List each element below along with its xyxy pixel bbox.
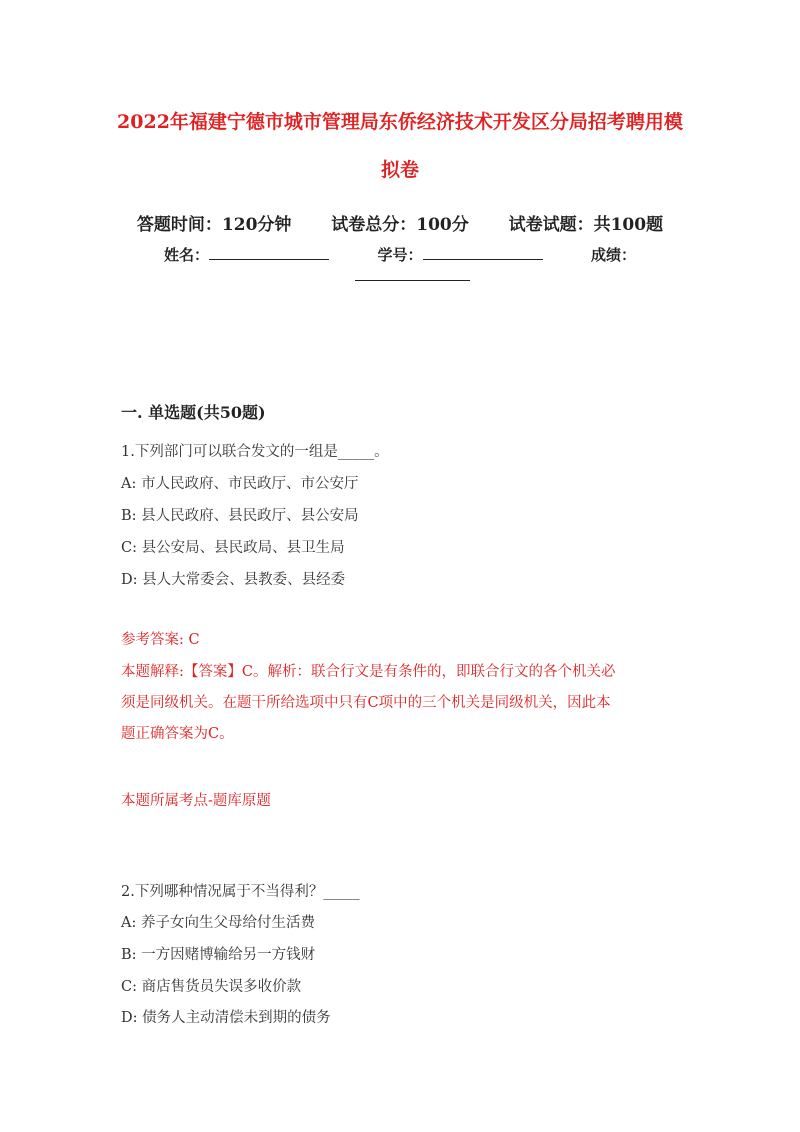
exam-total-score: 试卷总分：100分 xyxy=(331,215,469,235)
question-1-option-c: C: 县公安局、县民政局、县卫生局 xyxy=(121,540,345,556)
question-1-explanation-line1: 本题解释:【答案】C。解析：联合行文是有条件的，即联合行文的各个机关必 xyxy=(121,664,616,680)
question-1-option-d: D: 县人大常委会、县教委、县经委 xyxy=(121,572,346,588)
exam-title-line1: 2022年福建宁德市城市管理局东侨经济技术开发区分局招考聘用模 xyxy=(117,111,683,133)
score-blank[interactable] xyxy=(355,280,470,281)
question-2-option-d: D: 债务人主动清偿未到期的债务 xyxy=(121,1010,331,1026)
question-2-option-c: C: 商店售货员失误多收价款 xyxy=(121,979,302,995)
exam-title-line2: 拟卷 xyxy=(380,159,419,181)
id-blank[interactable] xyxy=(423,245,543,260)
question-1-option-b: B: 县人民政府、县民政厅、县公安局 xyxy=(121,508,359,524)
question-1-answer: 参考答案: C xyxy=(121,632,200,648)
score-label: 成绩： xyxy=(590,246,636,264)
question-1-explanation-line2: 须是同级机关。在题干所给选项中只有C项中的三个机关是同级机关，因此本 xyxy=(121,695,611,711)
section-heading: 一. 单选题(共50题) xyxy=(121,403,266,422)
exam-time: 答题时间：120分钟 xyxy=(136,215,292,235)
id-label: 学号： xyxy=(377,246,423,264)
question-1-option-a: A: 市人民政府、市民政厅、市公安厅 xyxy=(121,476,359,492)
exam-question-count: 试卷试题：共100题 xyxy=(508,215,664,235)
question-1-topic: 本题所属考点-题库原题 xyxy=(121,793,271,809)
question-1-stem: 1.下列部门可以联合发文的一组是_____。 xyxy=(121,444,389,460)
student-info-fields xyxy=(0,244,800,265)
exam-meta-row xyxy=(0,210,800,235)
question-2-option-a: A: 养子女向生父母给付生活费 xyxy=(121,915,315,931)
question-2-option-b: B: 一方因赌博输给另一方钱财 xyxy=(121,947,316,963)
name-blank[interactable] xyxy=(209,245,329,260)
name-label: 姓名： xyxy=(164,246,210,264)
question-2-stem: 2.下列哪种情况属于不当得利？_____ xyxy=(121,884,360,900)
question-1-explanation-line3: 题正确答案为C。 xyxy=(121,726,234,742)
